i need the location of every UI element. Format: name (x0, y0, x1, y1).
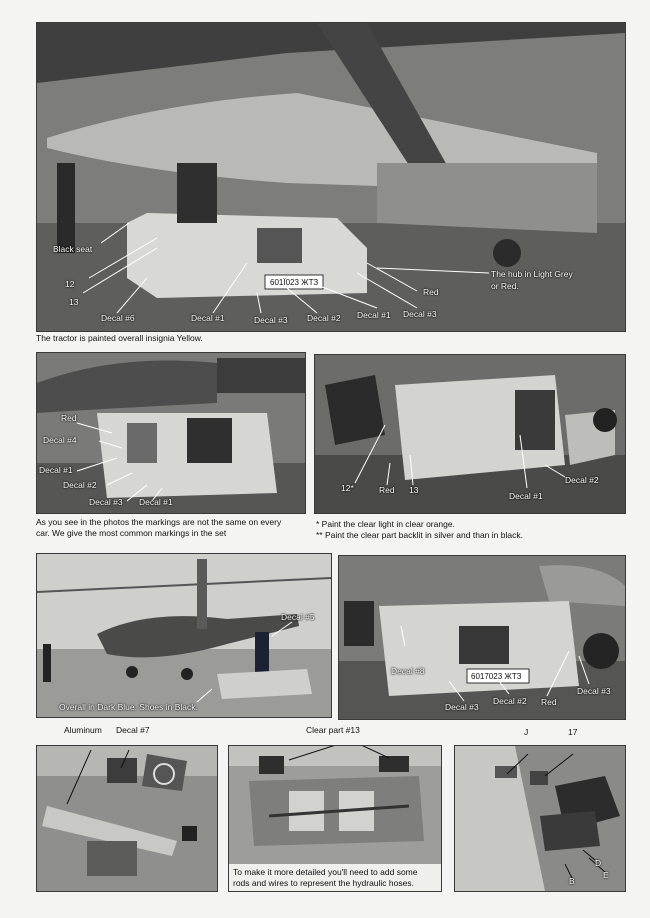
photo5-decal3b: Decal #3 (577, 686, 611, 696)
photo5-plate: 6017023 ЖТЗ (471, 672, 522, 681)
caption-markings-line2: car. We give the most common markings in the set (36, 528, 227, 538)
photo1-hub-2: or Red. (491, 281, 519, 291)
photo5-decal8: Decal #8 (391, 666, 425, 676)
caption-notes (316, 519, 626, 541)
photo-detail-seat (454, 745, 626, 892)
photo4-overall: Overall in Dark Blue. Shoes in Black. (59, 702, 198, 712)
photo8-j: J (524, 727, 529, 737)
photo7-caption-line1: To make it more detailed you'll need to add some (233, 867, 418, 877)
photo8-d: D (595, 858, 602, 868)
caption-tractor-color: The tractor is painted overall insignia Yellow. (36, 333, 203, 343)
photo1-black-seat: Black seat (53, 244, 93, 254)
photo3-13: 13 (409, 485, 419, 495)
photo5-decal3a: Decal #3 (445, 702, 479, 712)
photo1-decal2: Decal #2 (307, 313, 341, 323)
photo2-decal1b: Decal #1 (139, 497, 173, 507)
photo7-clear-part: Clear part #13 (306, 725, 360, 735)
photo-detail-hydraulics (228, 745, 442, 892)
photo3-art (315, 355, 625, 513)
photo1-hub: The hub in Light Grey (491, 269, 573, 279)
photo8-e: E (603, 870, 609, 880)
photo1-13: 13 (69, 297, 79, 307)
photo4-decal5: Decal #5 (281, 612, 315, 622)
caption-notes-line2: ** Paint the clear part backlit in silver and than in black. (316, 530, 523, 540)
photo4-art (37, 554, 331, 717)
photo-tractor-side (338, 555, 626, 720)
photo1-decal1b: Decal #1 (357, 310, 391, 320)
caption-markings-line1: As you see in the photos the markings are not the same on every (36, 517, 282, 527)
photo5-decal2: Decal #2 (493, 696, 527, 706)
photo3-red: Red (379, 485, 395, 495)
photo1-decal3a: Decal #3 (254, 315, 288, 325)
photo8-b: B (569, 876, 575, 886)
photo2-red: Red (61, 413, 77, 423)
photo-tractor-rear-right (314, 354, 626, 514)
photo2-decal3: Decal #3 (89, 497, 123, 507)
photo5-red: Red (541, 697, 557, 707)
photo1-plate: 601Ї023 ЖТЗ (270, 278, 319, 287)
photo2-decal2: Decal #2 (63, 480, 97, 490)
photo-tractor-jet-art (37, 23, 625, 331)
photo1-decal6: Decal #6 (101, 313, 135, 323)
photo6-decal7: Decal #7 (116, 725, 150, 735)
photo8-art (455, 746, 625, 891)
photo6-art (37, 746, 217, 891)
photo2-decal4: Decal #4 (43, 435, 77, 445)
photo1-red: Red (423, 287, 439, 297)
caption-notes-line1: * Paint the clear light in clear orange. (316, 519, 455, 529)
caption-markings (36, 517, 308, 539)
photo-tractor-front-left (36, 352, 306, 514)
photo8-17: 17 (568, 727, 578, 737)
photo6-aluminum: Aluminum (64, 725, 102, 735)
photo1-decal1a: Decal #1 (191, 313, 225, 323)
photo7-caption (233, 867, 439, 889)
photo3-12: 12* (341, 483, 354, 493)
photo-detail-aluminum (36, 745, 218, 892)
photo7-caption-line2: rods and wires to represent the hydraulic hoses. (233, 878, 414, 888)
photo3-decal1: Decal #1 (509, 491, 543, 501)
photo-tractor-jet (36, 22, 626, 332)
photo1-12: 12 (65, 279, 75, 289)
photo1-decal3b: Decal #3 (403, 309, 437, 319)
photo2-decal1a: Decal #1 (39, 465, 73, 475)
photo-helicopter (36, 553, 332, 718)
photo3-decal2: Decal #2 (565, 475, 599, 485)
